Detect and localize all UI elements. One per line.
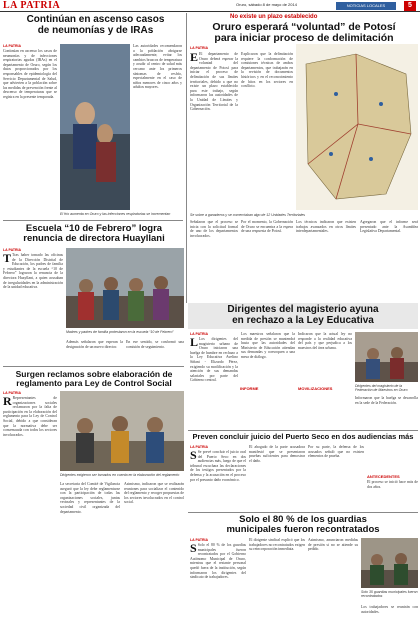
- potosi-headline: [190, 22, 418, 44]
- guardias-body-col2: El dirigente sindical explicó que los trabajadores no recontratados exigen su reincorporación inmediata.: [249, 538, 305, 552]
- column-divider: [186, 13, 187, 303]
- huayllani-caption: Madres y padres de familia protestaron en la escuela “10 de Febrero”: [66, 330, 174, 334]
- dateline: Oruro, sábado 8 de mayo de 2014: [236, 2, 297, 7]
- huayllani-headline-line1: Escuela “10 de Febrero” logra: [25, 223, 163, 234]
- divider: [3, 366, 184, 367]
- control-social-photo: [60, 391, 184, 471]
- huayllani-body-col3: En ese sentido, se conformó una comisión de seguimiento.: [126, 340, 184, 349]
- puerto-seco-body-col2: El abogado de la parte acusadora manifestó que se presentaron pruebas suficientes para demostrar el daño.: [249, 445, 305, 463]
- guardias-dropcap: S: [190, 543, 197, 555]
- potosi-headline-line1: Oruro esperará “voluntad” de Potosí: [212, 21, 396, 33]
- huayllani-headline: [4, 224, 184, 244]
- magisterio-body-col2: Los maestros señalaron que la medida de presión se mantendrá hasta que las autoridades del Ministerio de Educación atiendan sus demandas y convoquen a una mesa de diálogo.: [241, 332, 295, 359]
- magisterio-tag: LA PATRIA: [190, 332, 209, 336]
- control-social-dropcap: R: [3, 396, 12, 408]
- control-social-body-col3: Asimismo, indicaron que se realizarán reuniones para socializar el contenido del reglamento y recoger propuestas de los sectores involucrados en el control social.: [124, 482, 184, 505]
- magisterio-body-col4: Informaron que la huelga se desarrolla en la sede de la Federación.: [355, 396, 418, 405]
- potosi-body-col5: Los técnicos indicaron que existen trabajos avanzados en otros límites interdepartamentales.: [296, 220, 356, 234]
- potosi-body-col6: Agregaron que el informe será presentado ante la Asamblea Legislativa Departamental.: [360, 220, 418, 234]
- potosi-headline-line2: para iniciar proceso de delimitación: [214, 32, 394, 45]
- puerto-seco-tag: LA PATRIA: [190, 445, 209, 449]
- magisterio-headline: [188, 303, 418, 329]
- magisterio-dropcap: L: [190, 337, 199, 349]
- magisterio-body-col3: Indicaron que la actual ley no responde a la realidad educativa del país y que perjudica a los maestros del área urbana.: [298, 332, 352, 350]
- neumonias-headline-line1: Continúan en ascenso casos: [26, 14, 165, 25]
- puerto-seco-body-text: Se prevé concluir el juicio oral del Puerto Seco en dos audiencias más, luego de que el tribunal escuchara las declaraciones de los testigos presentados por la defensa y la acusación en el proceso por el presunto daño económico.: [190, 450, 246, 482]
- puerto-seco-dropcap: S: [190, 450, 197, 462]
- puerto-seco-headline: Preven concluir juicio del Puerto Seco en dos audiencias más: [192, 432, 414, 441]
- huayllani-tag: LA PATRIA: [3, 248, 22, 252]
- neumonias-photo: [60, 44, 130, 210]
- magisterio-body-text: Los dirigentes del magisterio urbano de Oruro iniciaron una huelga de hambre en rechazo a la Ley Educativa Avelino Siñani - Elizardo Pérez, exigiendo su modificación y la atención de sus demandas salariales por parte del Gobierno central.: [190, 337, 238, 383]
- potosi-tag: LA PATRIA: [190, 46, 209, 50]
- potosi-caption: Se sobre a ganaderos y se comerciaban algo de 12 Unidades Territoriales: [190, 213, 306, 217]
- huayllani-photo: [66, 248, 184, 328]
- huayllani-dropcap: T: [3, 253, 12, 265]
- guardias-tag: LA PATRIA: [190, 538, 209, 542]
- guardias-body-col3: Asimismo, anunciaron medidas de presión si no se atiende su pedido.: [308, 538, 358, 552]
- puerto-seco-body-col4: El proceso se inició hace más de dos años.: [367, 480, 418, 489]
- control-social-headline: [4, 370, 184, 388]
- potosi-body-col4: Por el momento, la Gobernación de Oruro se encuentra a la espera de una respuesta de Potosí.: [241, 220, 293, 234]
- huayllani-headline-line2: renuncia de directora Huayllani: [23, 232, 165, 244]
- potosi-body-text: El departamento de Oruro deberá esperar la voluntad del departamento de Potosí para iniciar el proceso de delimitación de sus límites territoriales, debido a que no existe un plazo establecido para este trabajo, según informaron las autoridades de la Unidad de Límites y Organización Territorial de la Gobernación.: [190, 52, 238, 112]
- control-social-headline-line2: reglamento para Ley de Control Social: [16, 377, 172, 388]
- control-social-body-text: Representantes de organizaciones sociales reclamaron por la falta de participación en la elaboración del reglamento para la Ley de Control Social, debido a que consideran que la normativa debe ser consensuada con todos los sectores involucrados.: [3, 396, 57, 437]
- guardias-body-text: Solo el 80 % de los guardias municipales fueron recontratados por el Gobierno Autónomo Municipal de Oruro, mientras que el restante personal quedó fuera de la institución, según informaron los dirigentes del sindicato de trabajadores.: [190, 543, 246, 580]
- neumonias-tag: LA PATRIA: [3, 44, 22, 48]
- neumonias-headline-line2: de neumonías y de IRAs: [37, 24, 154, 36]
- control-social-caption: Dirigentes exigieron ser tomados en cuenta en la elaboración del reglamento: [60, 473, 180, 477]
- huayllani-body: [3, 253, 63, 363]
- potosi-body-col2: Explicaron que la delimitación requiere la conformación de comisiones técnicas de ambos departamentos, que trabajarán en la revisión de documentos históricos y en el reconocimiento de hitos en los sectores en conflicto.: [241, 52, 293, 89]
- magisterio-photo: [355, 332, 418, 382]
- neumonias-headline: [8, 15, 183, 36]
- magisterio-headline-line1: Dirigentes del magisterio ayuna: [227, 304, 379, 315]
- guardias-headline-line1: Solo el 80 % de los guardias: [239, 514, 367, 525]
- control-social-body-col2: La secretaria del Comité de Vigilancia aseguró que la ley debe reglamentarse con la participación de todas las organizaciones sociales, juntas vecinales y representantes de la sociedad civil organizada del departamento.: [60, 482, 120, 514]
- puerto-seco-body: [190, 450, 246, 510]
- magisterio-subhead-2: INFORME: [240, 386, 259, 391]
- magisterio-body: [190, 337, 238, 427]
- potosi-body: [190, 52, 238, 212]
- guardias-caption: Solo 35 guardias municipales fueron recontratados: [361, 590, 418, 599]
- guardias-headline-line2: municipales fueron recontratados: [226, 523, 380, 535]
- masthead: [0, 0, 420, 12]
- neumonias-body: Continúan en ascenso los casos de neumonías y de infecciones respiratorias agudas (IRAs) en el departamento de Oruro, según los datos proporcionados por los responsables de epidemiología del Servicio Departamental de Salud, que advierten a la población sobre las medidas de prevención frente al descenso de temperaturas que se registra en la presente temporada.: [3, 49, 57, 99]
- divider: [3, 220, 183, 221]
- potosi-dropcap: E: [190, 52, 199, 64]
- page-number: 5: [404, 1, 416, 11]
- control-social-headline-line1: Surgen reclamos sobre elaboración de: [15, 369, 173, 379]
- control-social-body: [3, 396, 57, 626]
- huayllani-body-col2: Además señalaron que esperan la designación de un nuevo director.: [66, 340, 123, 349]
- control-social-tag: LA PATRIA: [3, 391, 22, 395]
- neumonias-body-col2: Las autoridades recomendaron a la población abrigarse adecuadamente, evitar los cambios bruscos de temperatura y acudir al centro de salud más cercano ante los primeros síntomas de resfrío, especialmente en el caso de niños menores de cinco años y adultos mayores.: [133, 44, 182, 90]
- potosi-kicker: No existe un plazo establecido: [230, 14, 318, 20]
- magisterio-headline-line2: en rechazo a la Ley Educativa: [232, 314, 374, 326]
- guardias-headline: [188, 515, 418, 535]
- huayllani-body-text: Tras haber tomado las oficinas de la Dirección Distrital de Educación, los padres de familia y estudiantes de la escuela “10 de Febrero” lograron la renuncia de la directora Huayllani, a quien acusaban de irregularidades en la administración de la unidad educativa.: [3, 253, 63, 290]
- section-label: NOTICIAS LOCALES: [336, 2, 396, 10]
- newspaper-logo: LA PATRIA: [3, 0, 61, 11]
- neumonias-caption: El frío aumenta en Oruro y las infecciones respiratorias se incrementan: [60, 212, 171, 216]
- divider: [188, 430, 418, 431]
- divider: [188, 512, 418, 513]
- guardias-body-col4: Los trabajadores se reunirán con autoridades.: [361, 605, 418, 614]
- puerto-seco-body-col3: Por su parte, la defensa de los acusados señaló que no existen elementos de prueba.: [308, 445, 364, 459]
- puerto-seco-subhead: ANTECEDENTES: [367, 474, 400, 479]
- potosi-map: [296, 44, 418, 210]
- magisterio-caption: Dirigentes del magisterio de la Federación de Maestros en Oruro: [355, 384, 408, 393]
- guardias-photo: [361, 538, 418, 588]
- potosi-body-col3: Señalaron que el proceso se inicia con la solicitud formal de uno de los departamentos involucrados.: [190, 220, 238, 238]
- magisterio-subhead-1: MOVILIZACIONES: [298, 386, 333, 391]
- guardias-body: [190, 543, 246, 627]
